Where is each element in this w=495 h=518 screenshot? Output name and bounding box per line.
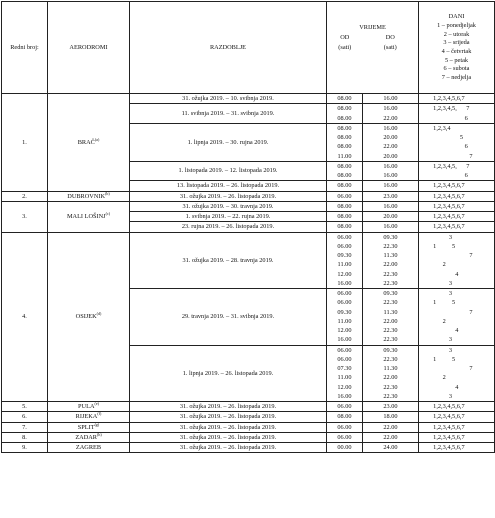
time-to: 22.00	[363, 373, 419, 382]
time-to: 09.30	[363, 289, 419, 299]
time-to: 22.00	[363, 432, 419, 442]
days-cell: 6	[419, 142, 495, 151]
time-to: 11.30	[363, 308, 419, 317]
time-to: 16.00	[363, 171, 419, 181]
time-from: 12.00	[327, 270, 363, 279]
days-cell: 7	[419, 251, 495, 260]
time-from: 00.00	[327, 443, 363, 453]
time-from: 06.00	[327, 355, 363, 364]
days-cell: 7	[419, 152, 495, 162]
footnote-mark: (d)	[96, 311, 102, 317]
day-legend-6: 6 – subota	[443, 65, 470, 73]
airport-name-text: ZAGREB	[75, 444, 102, 452]
time-to: 09.30	[363, 345, 419, 355]
time-from: 06.00	[327, 242, 363, 251]
header-dani-title: DANI	[448, 13, 465, 21]
table-row	[2, 422, 495, 432]
time-from: 08.00	[327, 123, 363, 133]
days-cell: 3	[419, 289, 495, 299]
time-to: 22.30	[363, 335, 419, 345]
table-row	[2, 432, 495, 442]
time-from: 08.00	[327, 201, 363, 211]
days-cell: 3	[419, 279, 495, 289]
time-from: 06.00	[327, 289, 363, 299]
days-cell: 1,2,3,4,5,6,7	[419, 191, 495, 201]
days-cell: 1,2,3,4,5,6,7	[419, 94, 495, 104]
days-cell: 1,2,3,4,5, 7	[419, 161, 495, 171]
time-to: 22.30	[363, 242, 419, 251]
days-cell: 3	[419, 392, 495, 402]
time-from: 06.00	[327, 432, 363, 442]
time-to: 16.00	[363, 181, 419, 191]
days-cell: 6	[419, 114, 495, 124]
row-number: 8.	[2, 432, 48, 442]
row-number: 9.	[2, 443, 48, 453]
time-to: 23.00	[363, 191, 419, 201]
time-from: 08.00	[327, 94, 363, 104]
airport-name	[48, 232, 130, 402]
time-to: 22.00	[363, 422, 419, 432]
row-number: 5.	[2, 402, 48, 412]
period-cell: 31. ožujka 2019. – 26. listopada 2019.	[130, 432, 327, 442]
period-cell: 1. svibnja 2019. – 22. rujna 2019.	[130, 212, 327, 222]
airport-name	[48, 94, 130, 192]
airport-name-text: RIJEKA	[75, 413, 98, 421]
days-cell: 1,2,3,4,5,6,7	[419, 443, 495, 453]
time-from: 06.00	[327, 345, 363, 355]
airport-hours-table	[1, 1, 495, 453]
time-from: 06.00	[327, 402, 363, 412]
table-row	[2, 232, 495, 242]
time-from: 16.00	[327, 335, 363, 345]
days-cell: 4	[419, 326, 495, 335]
time-to: 22.30	[363, 279, 419, 289]
row-number: 4.	[2, 232, 48, 402]
time-to: 16.00	[363, 201, 419, 211]
time-to: 22.30	[363, 383, 419, 392]
airport-name-text: ZADAR	[75, 433, 98, 441]
header-dani	[419, 2, 495, 94]
days-cell: 1,2,3,4,5,6,7	[419, 402, 495, 412]
time-to: 11.30	[363, 251, 419, 260]
airport-name	[48, 402, 130, 412]
airport-name	[48, 422, 130, 432]
days-cell: 4	[419, 270, 495, 279]
time-to: 20.00	[363, 152, 419, 162]
airport-name-text: BRAČ	[77, 138, 95, 146]
table-row	[2, 443, 495, 453]
table-row	[2, 201, 495, 211]
days-cell: 3	[419, 335, 495, 345]
day-legend-5: 5 – petak	[444, 56, 469, 64]
time-to: 22.30	[363, 326, 419, 335]
time-from: 12.00	[327, 326, 363, 335]
time-to: 22.00	[363, 142, 419, 151]
airport-name-text: DUBROVNIK	[67, 192, 106, 200]
row-number: 1.	[2, 94, 48, 192]
time-to: 22.30	[363, 392, 419, 402]
days-cell: 7	[419, 364, 495, 373]
time-to: 23.00	[363, 402, 419, 412]
time-to: 22.00	[363, 260, 419, 269]
time-to: 22.30	[363, 270, 419, 279]
days-cell: 2	[419, 373, 495, 382]
time-from: 11.00	[327, 152, 363, 162]
days-cell: 3	[419, 345, 495, 355]
time-from: 08.00	[327, 133, 363, 142]
time-to: 22.30	[363, 298, 419, 307]
days-cell: 1 5	[419, 355, 495, 364]
time-from: 09.30	[327, 251, 363, 260]
row-number: 3.	[2, 201, 48, 232]
airport-name-text: SPLIT	[77, 423, 95, 431]
time-from: 06.00	[327, 298, 363, 307]
period-cell: 1. lipnja 2019. – 30. rujna 2019.	[130, 123, 327, 161]
airport-name	[48, 432, 130, 442]
footnote-mark: (g)	[94, 422, 100, 427]
time-to: 09.30	[363, 232, 419, 242]
period-cell: 11. svibnja 2019. – 31. svibnja 2019.	[130, 104, 327, 124]
day-legend-1: 1 – ponedjeljak	[437, 21, 476, 29]
day-legend-4: 4 – četvrtak	[441, 48, 472, 55]
table-row	[2, 191, 495, 201]
header-vrijeme: VRIJEME	[327, 2, 419, 34]
days-cell: 7	[419, 308, 495, 317]
period-cell: 31. ožujka 2019. – 28. travnja 2019.	[130, 232, 327, 289]
time-from: 06.00	[327, 422, 363, 432]
day-legend-2: 2 – utorak	[443, 30, 470, 38]
row-number: 2.	[2, 191, 48, 201]
time-from: 12.00	[327, 383, 363, 392]
time-from: 08.00	[327, 212, 363, 222]
row-number: 6.	[2, 412, 48, 422]
time-from: 09.30	[327, 308, 363, 317]
time-from: 08.00	[327, 181, 363, 191]
row-number: 7.	[2, 422, 48, 432]
airport-name	[48, 191, 130, 201]
time-from: 06.00	[327, 232, 363, 242]
time-to: 16.00	[363, 123, 419, 133]
airport-name	[48, 201, 130, 232]
days-cell: 1,2,3,4,5,6,7	[419, 201, 495, 211]
time-from: 08.00	[327, 114, 363, 124]
period-cell: 29. travnja 2019. – 31. svibnja 2019.	[130, 289, 327, 346]
period-cell: 1. lipnja 2019. – 26. listopada 2019.	[130, 345, 327, 402]
table-row	[2, 402, 495, 412]
days-cell: 6	[419, 171, 495, 181]
footnote-mark: (b)	[105, 191, 110, 196]
days-cell: 1,2,3,4,5,6,7	[419, 212, 495, 222]
day-legend-3: 3 – srijeda	[443, 39, 470, 47]
time-to: 22.00	[363, 317, 419, 326]
days-cell: 1 5	[419, 242, 495, 251]
time-to: 16.00	[363, 222, 419, 232]
time-to: 20.00	[363, 133, 419, 142]
days-cell: 1,2,3,4,5, 7	[419, 104, 495, 114]
period-cell: 23. rujna 2019. – 26. listopada 2019.	[130, 222, 327, 232]
footnote-mark: (f)	[97, 411, 102, 417]
time-from: 07.30	[327, 364, 363, 373]
time-to: 16.00	[363, 94, 419, 104]
header-razdoblje: RAZDOBLJE	[130, 2, 327, 94]
header-redni-broj: Redni broj:	[2, 2, 48, 94]
airport-name-text: MALI LOŠINJ	[66, 213, 106, 221]
days-cell: 1 5	[419, 298, 495, 307]
time-to: 22.00	[363, 114, 419, 124]
time-to: 24.00	[363, 443, 419, 453]
days-cell: 5	[419, 133, 495, 142]
time-to: 22.30	[363, 355, 419, 364]
period-cell: 31. ožujka 2019. – 26. listopada 2019.	[130, 412, 327, 422]
time-from: 08.00	[327, 104, 363, 114]
period-cell: 31. ožujka 2019. – 30. travnja 2019.	[130, 201, 327, 211]
time-to: 18.00	[363, 412, 419, 422]
period-cell: 31. ožujka 2019. – 26. listopada 2019.	[130, 443, 327, 453]
period-cell: 31. ožujka 2019. – 26. listopada 2019.	[130, 402, 327, 412]
footnote-mark: (c)	[105, 210, 111, 216]
time-from: 08.00	[327, 171, 363, 181]
days-cell: 2	[419, 260, 495, 269]
footnote-mark: (e)	[94, 401, 99, 406]
days-cell: 1,2,3,4,5,6,7	[419, 432, 495, 442]
days-cell: 1,2,3,4	[419, 123, 495, 133]
days-cell: 3	[419, 232, 495, 242]
time-to: 11.30	[363, 364, 419, 373]
day-legend-7: 7 – nedjelja	[441, 74, 472, 82]
time-to: 16.00	[363, 161, 419, 171]
airport-name-text: OSIJEK	[75, 313, 97, 321]
time-from: 16.00	[327, 279, 363, 289]
days-cell: 1,2,3,4,5,6,7	[419, 422, 495, 432]
period-cell: 31. ožujka 2019. – 10. svibnja 2019.	[130, 94, 327, 104]
time-from: 08.00	[327, 222, 363, 232]
time-from: 08.00	[327, 161, 363, 171]
time-to: 20.00	[363, 212, 419, 222]
header-od: OD (sati)	[327, 33, 363, 94]
period-cell: 1. listopada 2019. – 12. listopada 2019.	[130, 161, 327, 181]
days-cell: 4	[419, 383, 495, 392]
time-from: 11.00	[327, 260, 363, 269]
footnote-mark: (a)	[94, 136, 100, 142]
days-cell: 1,2,3,4,5,6,7	[419, 181, 495, 191]
airport-name-text: PULA	[78, 403, 95, 411]
period-cell: 31. ožujka 2019. – 26. listopada 2019.	[130, 422, 327, 432]
days-cell: 1,2,3,4,5,6,7	[419, 222, 495, 232]
days-cell: 2	[419, 317, 495, 326]
time-to: 16.00	[363, 104, 419, 114]
time-from: 11.00	[327, 373, 363, 382]
table-body	[2, 94, 495, 453]
period-cell: 31. ožujka 2019. – 26. listopada 2019.	[130, 191, 327, 201]
days-cell: 1,2,3,4,5,6,7	[419, 412, 495, 422]
airport-name	[48, 443, 130, 453]
header-do: DO (sati)	[363, 33, 419, 94]
time-from: 08.00	[327, 412, 363, 422]
time-from: 16.00	[327, 392, 363, 402]
table-row	[2, 412, 495, 422]
footnote-mark: (h)	[97, 432, 102, 437]
airport-name	[48, 412, 130, 422]
time-from: 06.00	[327, 191, 363, 201]
time-from: 11.00	[327, 317, 363, 326]
period-cell: 13. listopada 2019. – 26. listopada 2019.	[130, 181, 327, 191]
table-row	[2, 94, 495, 104]
time-from: 08.00	[327, 142, 363, 151]
header-aerodromi: AERODROMI	[48, 2, 130, 94]
